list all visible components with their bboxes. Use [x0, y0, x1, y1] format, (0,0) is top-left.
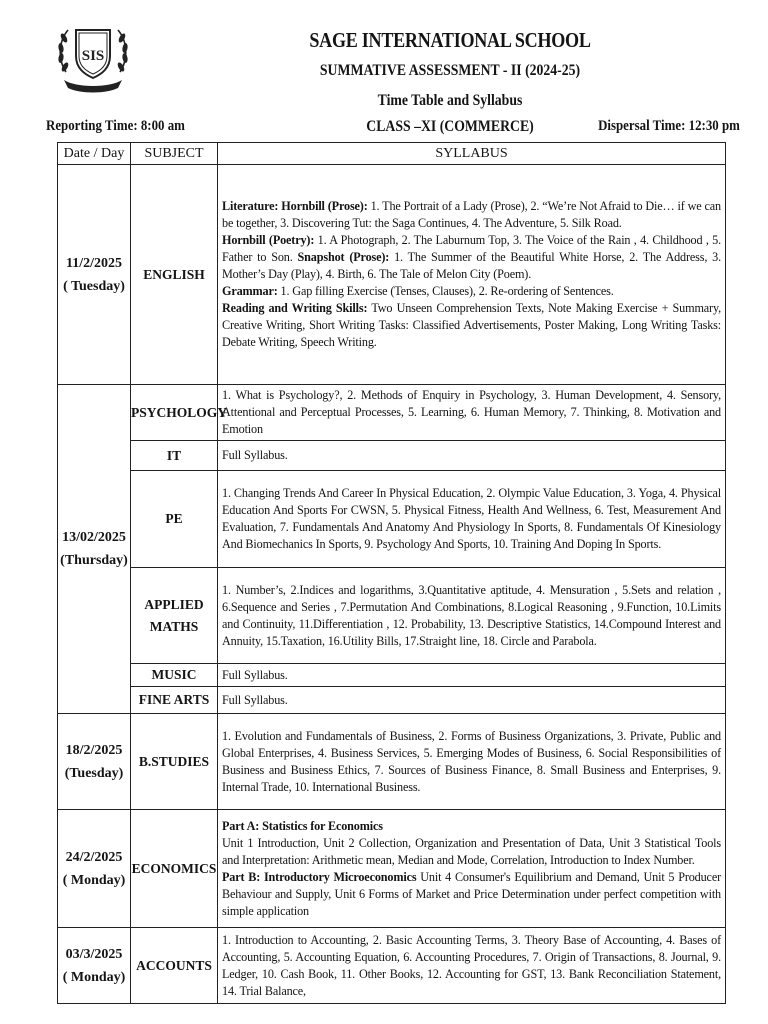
exam-day: ( Tuesday)	[63, 278, 125, 294]
syllabus-cell	[218, 471, 726, 568]
syllabus-cell	[218, 441, 726, 471]
syllabus-cell	[218, 664, 726, 687]
table-row	[58, 441, 726, 471]
syllabus-label: Part A: Statistics for Economics	[222, 818, 383, 833]
syllabus-text: 1. Changing Trends And Career In Physical Education, 2. Olympic Value Education, 3. Yoga, 4. Physical Education And Sports For CWSN, 5. Physical Fitness, Health And Wellness, 6. Test, Measurement And Evaluation, 7. Fundamentals And Anatomy And Physiology In Sports, 8. Fundamentals Of Kinesiology And Biomechanics In Sports, 9. Psychology And Sports, 10. Training And Doping In Sports.	[222, 486, 721, 552]
syllabus-text: Unit 1 Introduction, Unit 2 Collection, Organization and Presentation of Data, Unit 3 Statistical Tools and Interpretation: Arithmetic mean, Median and Mode, Correlation, Introduction to Index Number.	[222, 835, 721, 867]
syllabus-text: 1. The Summer of the Beautiful White Horse, 2. The Address, 3. Mother’s Day (Play), 4. Birth, 6. The Tale of Melon City (Poem).	[222, 249, 721, 281]
subject-cell	[131, 441, 218, 471]
exam-date: 13/02/2025	[62, 530, 126, 546]
syllabus-text: Full Syllabus.	[222, 448, 288, 463]
syllabus-text: Unit 4 Consumer's Equilibrium and Demand, Unit 5 Producer Behaviour and Supply, Unit 6 Forms of Market and Price Determination under perfect competition with simple application	[222, 869, 721, 918]
syllabus-text: 1. Evolution and Fundamentals of Business, 2. Forms of Business Organizations, 3. Private, Public and Global Enterprises, 4. Business Services, 5. Emerging Modes of Business, 6. Social Responsibilities of Business and Business Ethics, 7. Sources of Business Finance, 8. Small Business and Enterprises, 9. Internal Trade, 10. International Business.	[222, 728, 721, 794]
syllabus-cell	[218, 687, 726, 714]
table-row	[58, 471, 726, 568]
header-syllabus: SYLLABUS	[218, 143, 726, 165]
date-cell	[58, 810, 131, 928]
syllabus-cell	[218, 714, 726, 810]
syllabus-cell	[218, 385, 726, 441]
exam-day: ( Monday)	[62, 969, 126, 985]
syllabus-text: 1. Introduction to Accounting, 2. Basic Accounting Terms, 3. Theory Base of Accounting, 4. Bases of Accounting, 5. Accounting Equation, 6. Accounting Procedures, 7. Origin of Transactions, 8. Journal, 9. Ledger, 10. Cash Book, 11. Other Books, 12. Accounting for GST, 13. Bank Reconciliation Statement, 14. Trial Balance,	[222, 932, 721, 998]
exam-date: 18/2/2025	[65, 742, 123, 758]
subject-cell	[131, 471, 218, 568]
subject-cell	[131, 664, 218, 687]
subject-cell	[131, 165, 218, 385]
subject-name: B.STUDIES	[138, 753, 210, 769]
syllabus-label: Hornbill (Poetry):	[222, 232, 315, 247]
date-cell	[58, 714, 131, 810]
syllabus-cell	[218, 165, 726, 385]
syllabus-label: Literature: Hornbill (Prose):	[222, 198, 368, 213]
subject-name: FINE ARTS	[138, 692, 210, 708]
document-title: Time Table and Syllabus	[377, 92, 523, 109]
syllabus-label: Part B: Introductory Microeconomics	[222, 869, 417, 884]
subject-name: MATHS	[149, 618, 199, 634]
exam-date: 11/2/2025	[65, 255, 122, 271]
subject-cell	[131, 687, 218, 714]
subject-name: MUSIC	[151, 667, 197, 683]
table-row	[58, 568, 726, 664]
header-date: Date / Day	[58, 143, 131, 165]
table-row	[58, 928, 726, 1004]
syllabus-text: Full Syllabus.	[222, 667, 288, 682]
table-header-row	[58, 143, 726, 165]
syllabus-text: Two Unseen Comprehension Texts, Note Making Exercise + Summary, Creative Writing, Short Writing Tasks: Classified Advertisements, Poster Making, Long Writing Tasks: Debate Writing, Speech Writing.	[222, 301, 721, 350]
syllabus-cell	[218, 568, 726, 664]
syllabus-text: 1. A Photograph, 2. The Laburnum Top, 3. The Voice of the Rain , 4. Childhood , 5. Father to Son.	[222, 232, 722, 264]
syllabus-text: 1. The Portrait of a Lady (Prose), 2. “We’re Not Afraid to Die… if we can be together, 3. Discovering Tut: the Saga Continues, 4. The Adventure, 5. Silk Road.	[222, 198, 721, 230]
exam-day: ( Monday)	[62, 872, 126, 888]
subject-cell	[131, 810, 218, 928]
header-subject: SUBJECT	[131, 143, 218, 165]
dispersal-time: Dispersal Time: 12:30 pm	[598, 118, 740, 134]
subject-name: ENGLISH	[143, 266, 205, 282]
exam-date: 24/2/2025	[65, 849, 123, 865]
subject-name: APPLIED	[144, 596, 204, 612]
syllabus-label: Snapshot (Prose):	[292, 249, 390, 264]
date-cell	[58, 165, 131, 385]
table-row	[58, 664, 726, 687]
subject-name: ACCOUNTS	[136, 957, 212, 973]
exam-day: (Tuesday)	[64, 765, 124, 781]
subject-cell	[131, 385, 228, 441]
syllabus-text: 1. Number’s, 2.Indices and logarithms, 3.Quantitative aptitude, 4. Mensuration , 5.Sets and relation , 6.Sequence and Series , 7.Permutation And Combinations, 8.Logical Reasoning , 9.Function, 10.Limits and Continuity, 11.Differentiation , 12. Probability, 13. Descriptive Statistics, 14.Compound Interest and Annuity, 15.Taxation, 16.Utility Bills, 17.Straight line, 18. Circle and Parabola.	[222, 582, 721, 648]
syllabus-text: 1. Gap filling Exercise (Tenses, Clauses), 2. Re-ordering of Sentences.	[277, 284, 614, 299]
exam-date: 03/3/2025	[65, 946, 123, 962]
syllabus-cell	[218, 928, 726, 1004]
syllabus-label: Reading and Writing Skills:	[222, 301, 368, 316]
table-row	[58, 687, 726, 714]
class-label: CLASS –XI (COMMERCE)	[366, 118, 534, 135]
subject-name: PSYCHOLOGY	[131, 404, 228, 420]
table-row	[58, 714, 726, 810]
date-cell	[58, 385, 131, 714]
subject-cell	[131, 714, 218, 810]
subject-name: ECONOMICS	[131, 860, 217, 876]
exam-title: SUMMATIVE ASSESSMENT - II (2024-25)	[319, 62, 581, 79]
syllabus-label: Grammar:	[222, 284, 278, 299]
reporting-time: Reporting Time: 8:00 am	[46, 118, 185, 134]
table-row	[58, 385, 726, 441]
svg-text:SIS: SIS	[81, 48, 105, 64]
subject-cell	[131, 568, 218, 664]
date-cell	[58, 928, 131, 1004]
table-row	[58, 810, 726, 928]
table-row	[58, 165, 726, 385]
timetable	[57, 142, 726, 1004]
subject-name: PE	[165, 511, 183, 527]
school-name: SAGE INTERNATIONAL SCHOOL	[309, 28, 591, 52]
syllabus-cell	[218, 810, 726, 928]
school-logo-icon	[56, 22, 130, 94]
exam-day: (Thursday)	[60, 553, 128, 569]
syllabus-text: Full Syllabus.	[222, 692, 288, 707]
subject-name: IT	[166, 447, 182, 463]
subject-cell	[131, 928, 218, 1004]
syllabus-text: 1. What is Psychology?, 2. Methods of Enquiry in Psychology, 3. Human Development, 4. Sensory, Attentional and Perceptual Processes, 5. Learning, 6. Human Memory, 7. Thinking, 8. Motivation and Emotion	[222, 388, 721, 437]
